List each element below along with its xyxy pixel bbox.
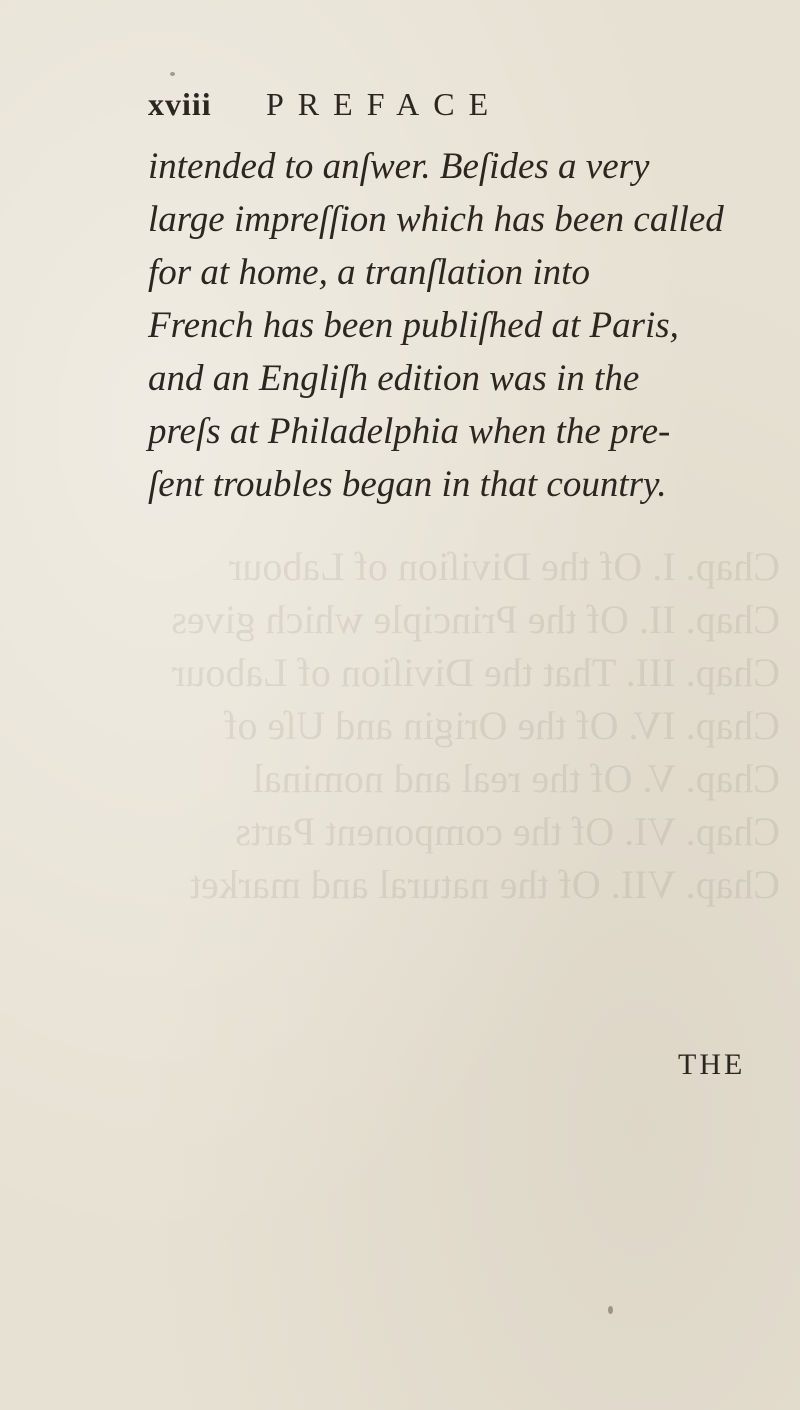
running-head: PREFACE [266, 86, 503, 122]
text-line: large impreſſion which has been called [148, 199, 724, 240]
ink-speck [170, 72, 175, 76]
body-text [148, 140, 768, 511]
text-line: ſent troubles began in that country. [148, 464, 667, 505]
page-number: xviii [148, 86, 212, 122]
text-line: French has been publiſhed at Paris, [148, 305, 679, 346]
catchword: THE [678, 1048, 746, 1081]
page-header [148, 86, 748, 126]
ink-speck [608, 1306, 613, 1314]
text-line: preſs at Philadelphia when the pre- [148, 411, 671, 452]
text-line: intended to anſwer. Beſides a very [148, 146, 650, 187]
text-line: and an Engliſh edition was in the [148, 358, 640, 399]
text-line: for at home, a tranſlation into [148, 252, 590, 293]
show-through-text: Chap. I. Of the Diviſion of Labour Chap. II. Of the Principle which gives Chap. III. That the Diviſion of Labour Chap. IV. Of the Origin and Uſe of Chap. V. Of the real and nominal Chap. VI. Of the component Parts Chap. VII. Of the natural and market [171, 544, 780, 907]
